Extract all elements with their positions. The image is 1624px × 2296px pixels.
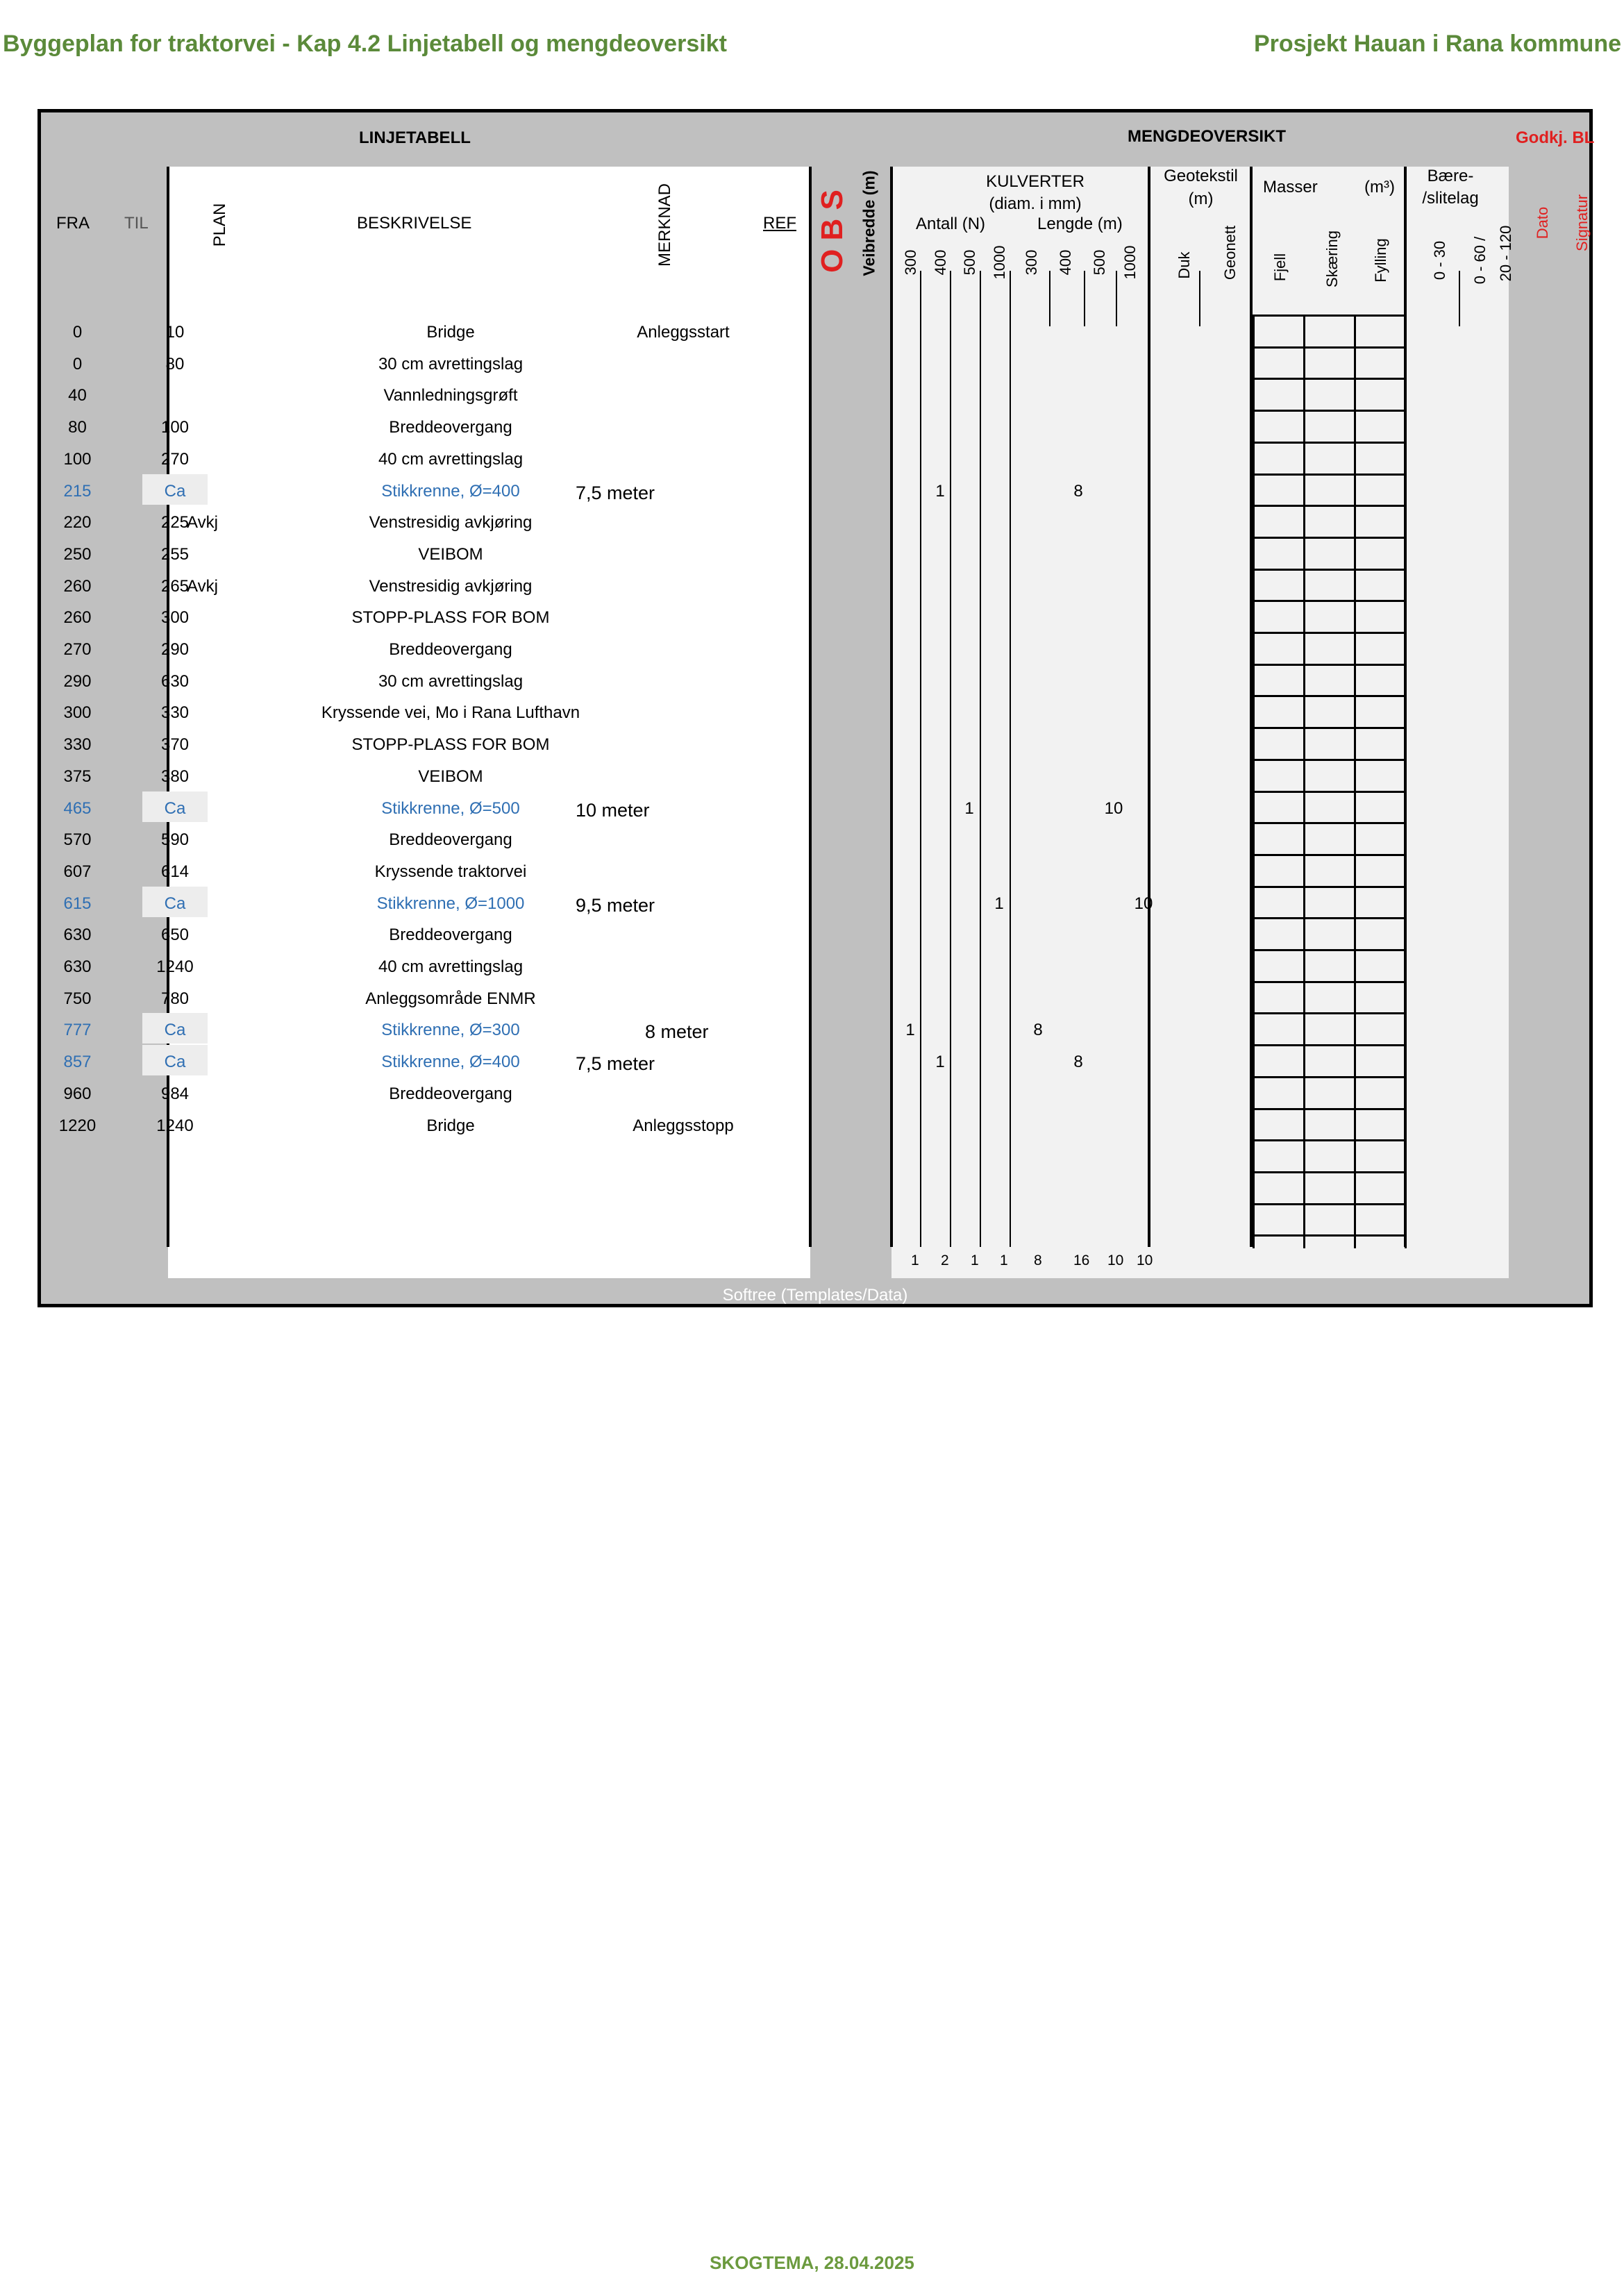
row-fra: 630	[63, 957, 92, 976]
col-merknad: MERKNAD	[655, 183, 674, 267]
row-til: 330	[160, 703, 190, 723]
row-fra: 615	[63, 894, 92, 913]
col-20-120: 20 - 120	[1497, 225, 1514, 282]
row-lengde: 8	[1073, 1053, 1083, 1072]
row-fra: 375	[63, 766, 92, 786]
row-til: 380	[160, 766, 190, 786]
row-beskrivelse: Kryssende vei, Mo i Rana Lufthavn	[321, 703, 580, 723]
table-row	[41, 696, 1589, 728]
row-beskrivelse: 40 cm avrettingslag	[378, 957, 524, 976]
total-value: 1	[971, 1252, 979, 1268]
row-fra: 630	[63, 925, 92, 945]
row-beskrivelse: Breddeovergang	[389, 1084, 512, 1103]
row-fra: 300	[63, 703, 92, 723]
geotekstil-heading: Geotekstil	[1164, 167, 1238, 185]
baere-sub: /slitelag	[1422, 189, 1479, 208]
row-fra: 330	[63, 735, 92, 755]
softree-label: Softree (Templates/Data)	[722, 1286, 908, 1305]
row-fra: 607	[63, 862, 92, 881]
row-til: 255	[160, 544, 190, 564]
row-til: 614	[160, 862, 190, 881]
kulverter-sub: (diam. i mm)	[989, 194, 1082, 213]
table-row	[41, 855, 1589, 887]
col-beskrivelse: BESKRIVELSE	[357, 214, 472, 233]
row-lengde: 10	[1104, 798, 1123, 818]
row-merknad: Anleggsstart	[637, 323, 730, 342]
diam-1000-n: 1000	[991, 245, 1008, 280]
col-veibredde: Veibredde (m)	[860, 170, 878, 276]
col-plan: PLAN	[210, 203, 229, 247]
table-row	[41, 760, 1589, 791]
row-merknad: 7,5 meter	[576, 482, 655, 503]
table-row	[41, 537, 1589, 569]
geotekstil-sub: (m)	[1188, 190, 1214, 208]
table-row	[41, 378, 1589, 410]
table-row	[41, 569, 1589, 601]
row-beskrivelse: 30 cm avrettingslag	[378, 354, 524, 374]
table-row	[41, 791, 1589, 823]
table-row	[41, 1077, 1589, 1109]
diam-300-n: 300	[902, 249, 919, 276]
col-fra: FRA	[56, 214, 90, 233]
col-ref: REF	[763, 214, 796, 233]
row-fra: 570	[63, 830, 92, 850]
total-value: 1	[911, 1252, 919, 1268]
row-fra: 750	[63, 989, 92, 1008]
row-til: Ca	[164, 798, 186, 818]
row-lengde: 8	[1073, 481, 1083, 501]
row-til: 590	[160, 830, 190, 850]
col-til: TIL	[124, 214, 149, 233]
row-antall: 1	[905, 1021, 915, 1040]
row-fra: 465	[63, 798, 92, 818]
row-plan: Avkj	[187, 576, 218, 596]
row-beskrivelse: Breddeovergang	[389, 830, 512, 850]
row-beskrivelse: Stikkrenne, Ø=400	[381, 1053, 520, 1072]
row-fra: 215	[63, 481, 92, 501]
col-signatur: Signatur	[1573, 194, 1591, 251]
table-row	[41, 1109, 1589, 1141]
row-til: Ca	[164, 1021, 186, 1040]
total-value: 2	[941, 1252, 949, 1268]
col-fylling: Fylling	[1372, 238, 1389, 283]
row-lengde: 10	[1134, 894, 1153, 913]
table-row	[41, 474, 1589, 506]
table-row	[41, 728, 1589, 760]
row-fra: 260	[63, 576, 92, 596]
diam-300-l: 300	[1023, 249, 1040, 276]
row-fra: 777	[63, 1021, 92, 1040]
table-row	[41, 442, 1589, 474]
row-beskrivelse: Stikkrenne, Ø=300	[381, 1021, 520, 1040]
table-row	[41, 315, 1589, 347]
col-fjell: Fjell	[1271, 253, 1289, 282]
row-til: 630	[160, 671, 190, 691]
table-row	[41, 664, 1589, 696]
diam-500-l: 500	[1091, 249, 1108, 276]
col-skjaering: Skæring	[1323, 231, 1341, 287]
total-value: 10	[1137, 1252, 1153, 1268]
row-merknad: 7,5 meter	[576, 1053, 655, 1075]
row-beskrivelse: Breddeovergang	[389, 925, 512, 945]
row-merknad: 8 meter	[645, 1021, 709, 1043]
table-row	[41, 1013, 1589, 1045]
table-row	[41, 632, 1589, 664]
diam-500-n: 500	[961, 249, 978, 276]
table-row	[41, 601, 1589, 632]
row-plan: Avkj	[187, 513, 218, 533]
row-beskrivelse: Vannledningsgrøft	[383, 386, 518, 405]
footer-text: SKOGTEMA, 28.04.2025	[710, 2252, 914, 2273]
row-fra: 40	[68, 386, 87, 405]
table-row	[41, 505, 1589, 537]
row-beskrivelse: Breddeovergang	[389, 640, 512, 659]
row-antall: 1	[994, 894, 1004, 913]
masser-heading: Masser	[1263, 178, 1318, 196]
row-fra: 80	[68, 418, 87, 437]
row-til: 225	[160, 513, 190, 533]
row-beskrivelse: Venstresidig avkjøring	[369, 513, 533, 533]
row-til: 300	[160, 608, 190, 628]
row-beskrivelse: Bridge	[426, 323, 475, 342]
diam-400-l: 400	[1057, 249, 1074, 276]
col-obs: O B S	[815, 190, 849, 273]
row-merknad: Anleggsstopp	[633, 1116, 734, 1135]
col-duk: Duk	[1175, 251, 1193, 279]
masser-unit: (m³)	[1364, 178, 1395, 196]
row-beskrivelse: Breddeovergang	[389, 418, 512, 437]
row-fra: 960	[63, 1084, 92, 1103]
row-til: 780	[160, 989, 190, 1008]
row-beskrivelse: 40 cm avrettingslag	[378, 449, 524, 469]
row-til: 100	[160, 418, 190, 437]
table-row	[41, 410, 1589, 442]
row-fra: 260	[63, 608, 92, 628]
row-beskrivelse: STOPP-PLASS FOR BOM	[351, 735, 550, 755]
table-row	[41, 1045, 1589, 1077]
table-row	[41, 918, 1589, 950]
row-til: 265	[160, 576, 190, 596]
row-beskrivelse: Venstresidig avkjøring	[369, 576, 533, 596]
row-til: 984	[160, 1084, 190, 1103]
project-title: Prosjekt Hauan i Rana kommune	[1253, 31, 1621, 57]
row-til: 270	[160, 449, 190, 469]
diam-400-n: 400	[932, 249, 949, 276]
row-til: 290	[160, 640, 190, 659]
row-fra: 0	[72, 354, 83, 374]
godkj-heading: Godkj. BL	[1516, 128, 1595, 147]
table-row	[41, 950, 1589, 982]
antall-heading: Antall (N)	[916, 215, 986, 233]
total-value: 1	[1000, 1252, 1008, 1268]
row-beskrivelse: Anleggsområde ENMR	[365, 989, 536, 1008]
row-beskrivelse: Bridge	[426, 1116, 475, 1135]
col-dato: Dato	[1534, 206, 1551, 240]
table-row	[41, 347, 1589, 379]
row-merknad: 9,5 meter	[576, 894, 655, 916]
row-antall: 1	[935, 481, 945, 501]
row-til: 10	[165, 323, 185, 342]
row-til: Ca	[164, 481, 186, 501]
col-0-60: 0 - 60 /	[1471, 236, 1489, 285]
row-merknad: 10 meter	[576, 799, 650, 821]
row-beskrivelse: Stikkrenne, Ø=500	[381, 798, 520, 818]
baere-heading: Bære-	[1427, 167, 1474, 185]
table-row	[41, 823, 1589, 855]
row-fra: 1220	[58, 1116, 97, 1135]
row-fra: 0	[72, 323, 83, 342]
row-til: 1240	[156, 1116, 194, 1135]
table-frame	[37, 109, 1593, 1307]
row-antall: 1	[935, 1053, 945, 1072]
row-til: Ca	[164, 894, 186, 913]
total-value: 8	[1034, 1252, 1042, 1268]
total-value: 10	[1107, 1252, 1124, 1268]
row-til: 650	[160, 925, 190, 945]
col-0-30: 0 - 30	[1431, 240, 1448, 280]
row-til: 370	[160, 735, 190, 755]
row-til: 80	[165, 354, 185, 374]
row-beskrivelse: VEIBOM	[418, 766, 483, 786]
row-fra: 100	[63, 449, 92, 469]
row-beskrivelse: Stikkrenne, Ø=400	[381, 481, 520, 501]
row-lengde: 8	[1033, 1021, 1043, 1040]
kulverter-heading: KULVERTER	[986, 172, 1085, 191]
row-fra: 220	[63, 513, 92, 533]
row-antall: 1	[964, 798, 974, 818]
table-row	[41, 887, 1589, 919]
row-fra: 250	[63, 544, 92, 564]
row-beskrivelse: Stikkrenne, Ø=1000	[376, 894, 525, 913]
row-beskrivelse: Kryssende traktorvei	[374, 862, 527, 881]
table-row	[41, 982, 1589, 1014]
col-geonett: Geonett	[1221, 225, 1239, 280]
row-fra: 857	[63, 1053, 92, 1072]
document-title: Byggeplan for traktorvei - Kap 4.2 Linjetabell og mengdeoversikt	[3, 31, 727, 57]
diam-1000-l: 1000	[1121, 245, 1139, 280]
row-til: Ca	[164, 1053, 186, 1072]
row-fra: 290	[63, 671, 92, 691]
lengde-heading: Lengde (m)	[1037, 215, 1123, 233]
row-beskrivelse: 30 cm avrettingslag	[378, 671, 524, 691]
mengdeoversikt-heading: MENGDEOVERSIKT	[1128, 127, 1287, 146]
row-til: 1240	[156, 957, 194, 976]
row-beskrivelse: STOPP-PLASS FOR BOM	[351, 608, 550, 628]
row-fra: 270	[63, 640, 92, 659]
linjetabell-heading: LINJETABELL	[359, 128, 471, 147]
row-beskrivelse: VEIBOM	[418, 544, 483, 564]
total-value: 16	[1073, 1252, 1090, 1268]
